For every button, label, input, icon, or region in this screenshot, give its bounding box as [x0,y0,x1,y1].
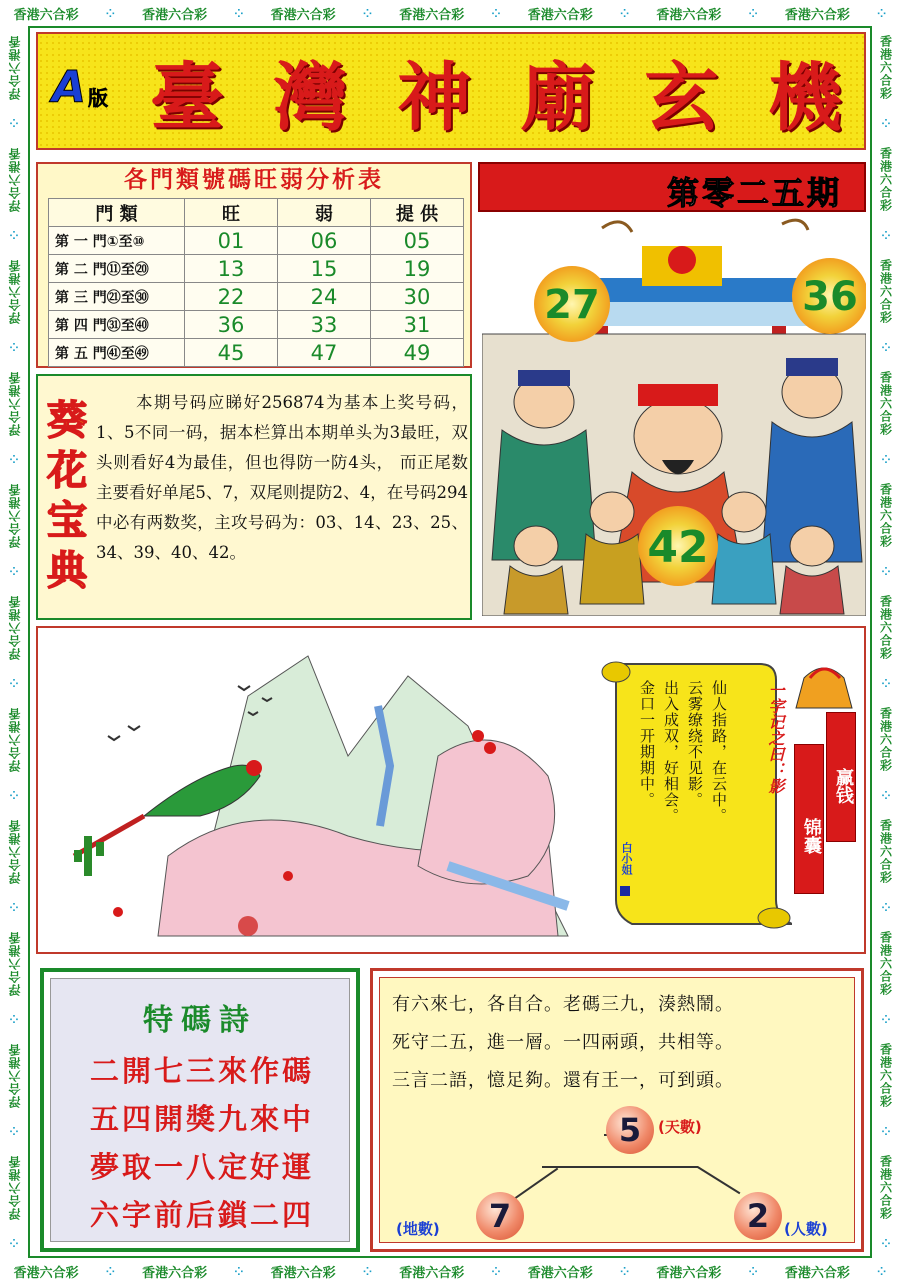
earth-label: (地數) [396,1220,440,1238]
border-dot: ⁘ [881,900,891,914]
border-text: 香港六合彩 [878,818,893,884]
border-text: 香港六合彩 [878,146,893,212]
border-text: 浮合六港香 [7,818,22,884]
border-text: 香港六合彩 [878,594,893,660]
illustration-panel [36,626,866,954]
column-header: 門 類 [49,199,185,227]
ruo-value: 06 [278,227,371,255]
riddle-card [379,977,855,1243]
border-text: 浮合六港香 [7,594,22,660]
column-header: 旺 [185,199,278,227]
tigong-value: 19 [371,255,464,283]
border-text: 香港六合彩 [527,1265,593,1281]
border-text: 浮合六港香 [7,34,22,100]
ruo-value: 47 [278,339,371,367]
border-dot: ⁘ [9,452,19,466]
border-dot: ⁘ [491,6,501,20]
table-row [49,311,464,339]
scroll-card [596,648,792,948]
table-row [49,339,464,367]
border-text: 香港六合彩 [656,1265,722,1281]
landscape-illustration [48,636,588,948]
human-label: (人數) [784,1220,828,1238]
title-char: 機 [767,55,850,141]
wang-value: 01 [185,227,278,255]
title-char: 神 [397,55,480,141]
scroll-line: 仙人指路，在云中。 [710,680,728,824]
border-text: 浮合六港香 [7,706,22,772]
lucky-number-center: 42 [647,522,709,573]
border-text: 香港六合彩 [878,1154,893,1220]
border-dot: ⁘ [9,676,19,690]
border-text: 香港六合彩 [13,7,79,23]
border-text: 浮合六港香 [7,1154,22,1220]
table-header-row [49,199,464,227]
poem-line: 二開七三來作碼 [89,1054,314,1088]
border-text: 浮合六港香 [7,930,22,996]
border-dot: ⁘ [234,1264,244,1278]
tigong-value: 05 [371,227,464,255]
table-row [49,283,464,311]
border-dot: ⁘ [881,1012,891,1026]
border-dot: ⁘ [748,6,758,20]
border-text: 浮合六港香 [7,370,22,436]
border-text: 香港六合彩 [878,930,893,996]
border-dot: ⁘ [877,1264,887,1278]
bag-icon [790,648,860,718]
lucky-bag [790,648,860,918]
border-dot: ⁘ [362,1264,373,1278]
analysis-panel [36,162,472,368]
border-bottom [0,1258,900,1284]
tigong-value: 30 [371,283,464,311]
ruo-value: 15 [278,255,371,283]
riddle-line: 死守二五，進一層。一四兩頭，共相等。 [392,1032,734,1053]
border-dot: ⁘ [881,1124,891,1138]
wang-value: 22 [185,283,278,311]
bag-label-pouch: 锦囊 [801,818,822,854]
border-text: 香港六合彩 [878,1042,893,1108]
border-dot: ⁘ [619,1264,630,1278]
border-dot: ⁘ [881,228,891,242]
border-text: 香港六合彩 [878,370,893,436]
border-text: 香港六合彩 [527,7,593,23]
gate-name: 第 五 門㊶至㊾ [49,339,185,367]
title-char: 廟 [520,55,603,141]
signature-mark [620,886,630,896]
border-dot: ⁘ [9,116,19,130]
gate-name: 第 四 門㉛至㊵ [49,311,185,339]
page-title [150,48,850,141]
border-text: 香港六合彩 [270,1265,336,1281]
border-dot: ⁘ [9,340,19,354]
border-dot: ⁘ [105,1264,115,1278]
border-text: 香港六合彩 [13,1265,79,1281]
border-dot: ⁘ [877,6,887,20]
poem-card [50,978,350,1242]
edition-letter: A [52,62,87,113]
gate-name: 第 三 門㉑至㉚ [49,283,185,311]
border-text: 香港六合彩 [784,7,850,23]
border-text: 香港六合彩 [399,1265,465,1281]
header-banner [36,32,866,150]
tigong-value: 31 [371,311,464,339]
table-row [49,227,464,255]
border-dot: ⁘ [881,1236,891,1250]
column-header: 弱 [278,199,371,227]
poem-line: 五四開獎九來中 [89,1102,314,1136]
edition-word: 版 [88,86,108,110]
riddle-panel [370,968,864,1252]
sunflower-title [44,396,90,596]
poem-line: 夢取一八定好運 [89,1150,314,1184]
heaven-number-ball: 5 [606,1106,654,1154]
border-text: 香港六合彩 [878,34,893,100]
ruo-value: 33 [278,311,371,339]
scroll-signature: 白小姐 [620,842,633,875]
title-char: 灣 [273,55,356,141]
title-char: 臺 [150,55,232,141]
border-text: 香港六合彩 [878,482,893,548]
scroll-text [636,680,730,880]
scroll-line: 金口一开期期中。 [638,680,656,808]
triangle-line [697,1166,740,1194]
sunflower-title-char: 宝 [47,497,87,544]
heaven-label: (天數) [658,1118,702,1136]
wang-value: 45 [185,339,278,367]
border-dot: ⁘ [9,900,19,914]
temple-picture [482,216,866,616]
sunflower-body: 本期号码应睇好256874为基本上奖号码，1、5不同一码，据本栏算出本期单头为3最旺，双头则看好4为最佳，但也得防一防4头， 而正尾数主要看好单尾5、7，双尾则提防2、4，在号码294中必有两数奖，主攻号码为：03、14、23、25、34、39、40、42。 [96,393,468,562]
tigong-value: 49 [371,339,464,367]
border-dot: ⁘ [9,564,19,578]
border-dot: ⁘ [234,6,244,20]
border-text: 香港六合彩 [878,706,893,772]
human-number-ball: 2 [734,1192,782,1240]
border-text: 香港六合彩 [878,258,893,324]
border-left [0,26,28,1258]
border-right [872,26,900,1258]
border-dot: ⁘ [491,1264,501,1278]
landscape-picture [48,636,588,948]
border-text: 香港六合彩 [142,7,208,23]
sunflower-title-char: 葵 [47,397,87,444]
border-top [0,0,900,26]
border-dot: ⁘ [362,6,373,20]
sunflower-panel [36,374,472,620]
border-dot: ⁘ [619,6,630,20]
analysis-title: 各門類號碼旺弱分析表 [124,167,384,193]
border-dot: ⁘ [9,1124,19,1138]
border-text: 浮合六港香 [7,482,22,548]
earth-number-ball: 7 [476,1192,524,1240]
gate-name: 第 二 門⑪至⑳ [49,255,185,283]
bag-label-win: 赢钱 [833,768,854,804]
scroll-heading: 一字记之曰：影 [766,682,785,794]
border-dot: ⁘ [881,116,891,130]
analysis-table [48,198,464,367]
riddle-line: 三言二語，憶足夠。還有王一，可到頭。 [392,1070,734,1091]
border-text: 香港六合彩 [270,7,336,23]
lucky-number-right: 36 [802,274,858,320]
border-dot: ⁘ [9,228,19,242]
poem-title: 特碼詩 [143,1003,257,1038]
border-text: 浮合六港香 [7,146,22,212]
title-char: 玄 [644,55,727,141]
border-text: 香港六合彩 [656,7,722,23]
gate-name: 第 一 門①至⑩ [49,227,185,255]
border-dot: ⁘ [9,1012,19,1026]
table-row [49,255,464,283]
poem-line: 六字前后鎖二四 [89,1198,314,1232]
triangle-line [542,1166,698,1168]
sunflower-title-char: 典 [47,547,87,594]
edition-badge [52,62,132,122]
column-header: 提 供 [371,199,464,227]
border-dot: ⁘ [9,788,19,802]
border-dot: ⁘ [881,452,891,466]
border-text: 浮合六港香 [7,258,22,324]
border-dot: ⁘ [881,564,891,578]
scroll-line: 云雾缭绕不见影。 [686,680,704,808]
wang-value: 13 [185,255,278,283]
ruo-value: 24 [278,283,371,311]
issue-banner [478,162,866,212]
border-dot: ⁘ [881,788,891,802]
wang-value: 36 [185,311,278,339]
main-frame [28,26,872,1258]
sunflower-title-char: 花 [47,447,87,494]
border-dot: ⁘ [881,340,891,354]
lucky-number-left: 27 [544,282,600,328]
border-dot: ⁘ [105,6,115,20]
poem-panel [40,968,360,1252]
border-dot: ⁘ [748,1264,758,1278]
scroll-line: 出入成双，好相会。 [662,680,680,824]
riddle-line: 有六來七，各自合。老碼三九，湊熱鬧。 [392,994,734,1015]
border-text: 香港六合彩 [784,1265,850,1281]
issue-number: 第零二五期 [666,174,842,212]
temple-illustration [482,216,866,616]
border-text: 香港六合彩 [142,1265,208,1281]
border-dot: ⁘ [881,676,891,690]
border-text: 香港六合彩 [399,7,465,23]
border-dot: ⁘ [9,1236,19,1250]
border-text: 浮合六港香 [7,1042,22,1108]
